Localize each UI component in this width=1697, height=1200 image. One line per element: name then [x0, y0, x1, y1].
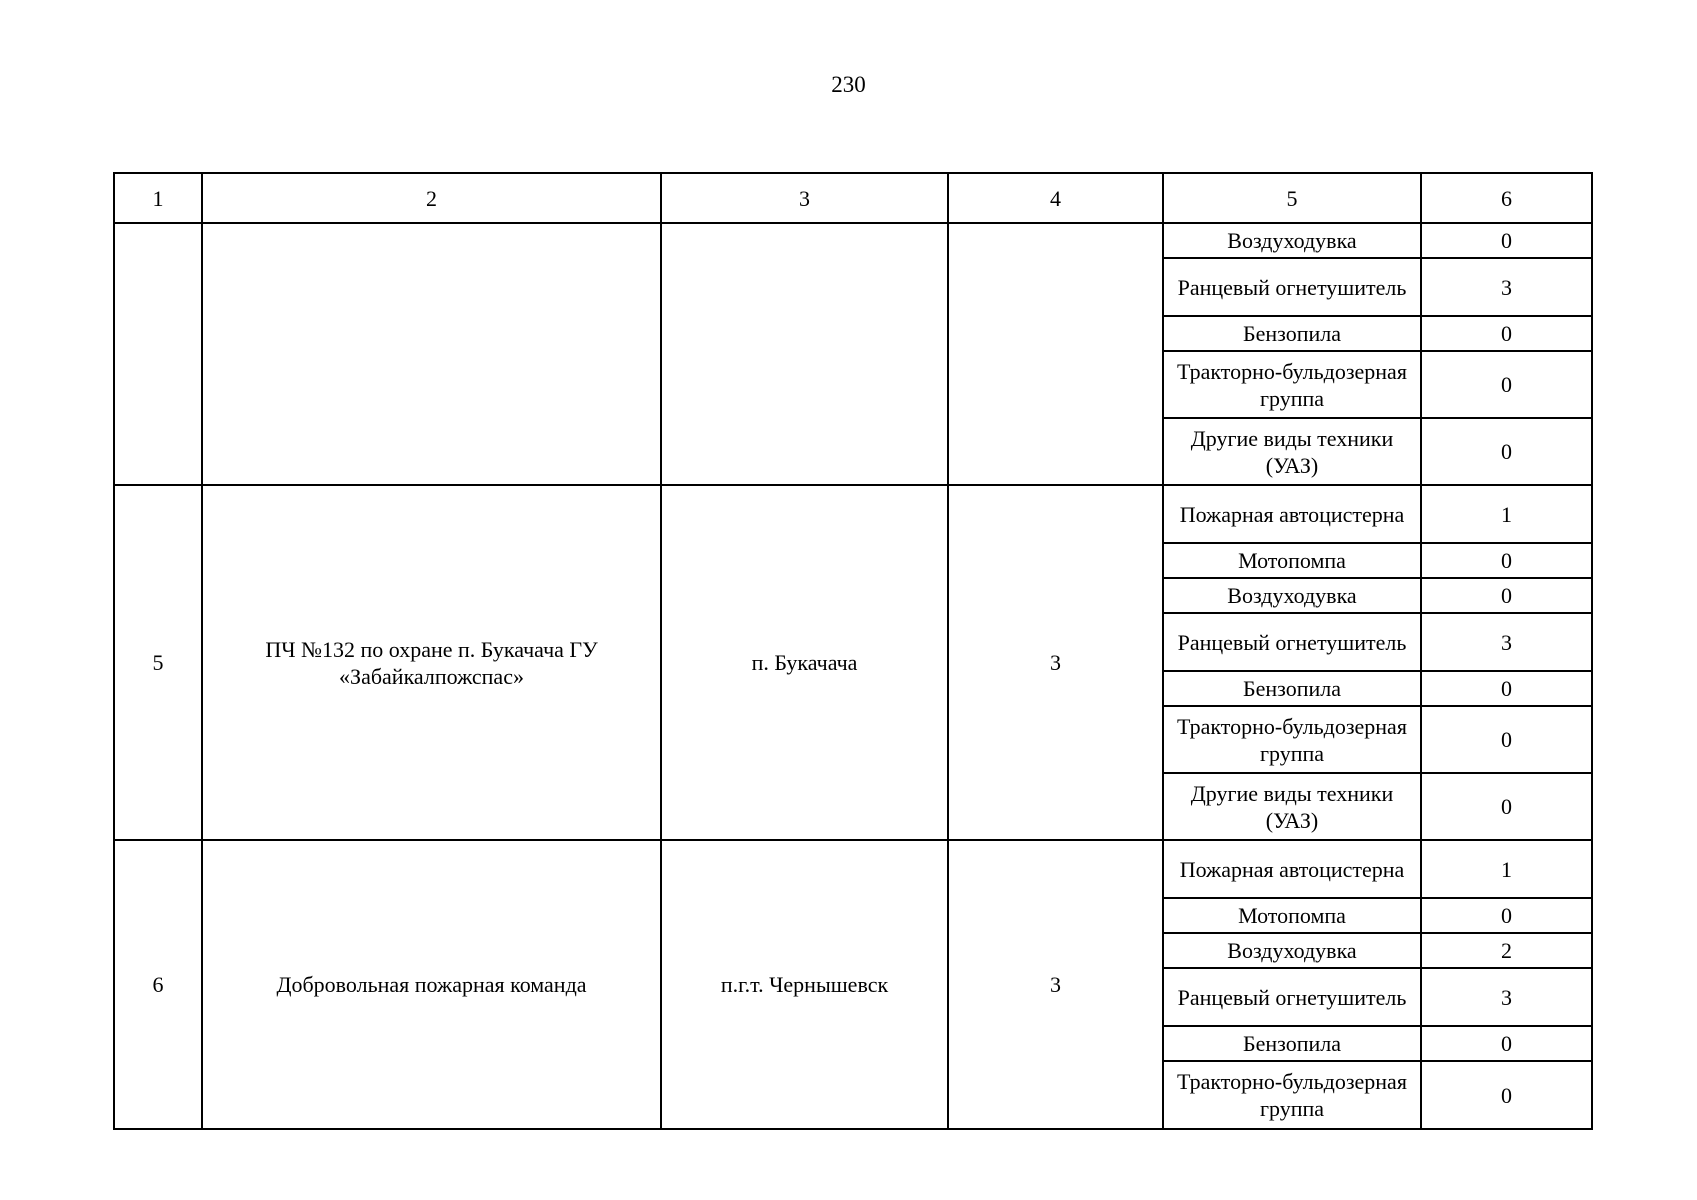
- header-cell-1: 1: [114, 173, 202, 223]
- equipment-label: Другие виды техники (УАЗ): [1163, 418, 1421, 485]
- equipment-value: 0: [1421, 351, 1592, 418]
- equipment-label: Воздуходувка: [1163, 578, 1421, 613]
- equipment-label: Ранцевый огнетушитель: [1163, 968, 1421, 1026]
- equipment-value: 3: [1421, 613, 1592, 671]
- equipment-label: Пожарная автоцистерна: [1163, 485, 1421, 543]
- row-number-cell: 5: [114, 485, 202, 840]
- location-cell: п. Букачача: [661, 485, 948, 840]
- equipment-value: 0: [1421, 671, 1592, 706]
- row-number-cell: 6: [114, 840, 202, 1129]
- equipment-value: 0: [1421, 316, 1592, 351]
- equipment-value: 0: [1421, 706, 1592, 773]
- table-row: [114, 485, 1592, 543]
- equipment-value: 2: [1421, 933, 1592, 968]
- location-cell: п.г.т. Чернышевск: [661, 840, 948, 1129]
- header-cell-3: 3: [661, 173, 948, 223]
- equipment-label: Ранцевый огнетушитель: [1163, 613, 1421, 671]
- equipment-value: 0: [1421, 1061, 1592, 1129]
- equipment-label: Мотопомпа: [1163, 898, 1421, 933]
- equipment-label: Тракторно-бульдозерная группа: [1163, 1061, 1421, 1129]
- location-cell: [661, 223, 948, 485]
- unit-name-cell: ПЧ №132 по охране п. Букачача ГУ «Забайкалпожспас»: [202, 485, 661, 840]
- equipment-label: Мотопомпа: [1163, 543, 1421, 578]
- equipment-label: Тракторно-бульдозерная группа: [1163, 706, 1421, 773]
- equipment-value: 0: [1421, 773, 1592, 840]
- equipment-value: 0: [1421, 578, 1592, 613]
- unit-name-cell: [202, 223, 661, 485]
- page-number: 230: [831, 72, 866, 97]
- header-cell-5: 5: [1163, 173, 1421, 223]
- equipment-value: 3: [1421, 258, 1592, 316]
- unit-name-cell: Добровольная пожарная команда: [202, 840, 661, 1129]
- equipment-value: 0: [1421, 543, 1592, 578]
- equipment-value: 3: [1421, 968, 1592, 1026]
- header-cell-6: 6: [1421, 173, 1592, 223]
- equipment-value: 0: [1421, 418, 1592, 485]
- equipment-label: Бензопила: [1163, 671, 1421, 706]
- count-cell: 3: [948, 485, 1163, 840]
- equipment-value: 1: [1421, 485, 1592, 543]
- header-cell-2: 2: [202, 173, 661, 223]
- equipment-label: Бензопила: [1163, 316, 1421, 351]
- equipment-value: 0: [1421, 223, 1592, 258]
- equipment-value: 0: [1421, 1026, 1592, 1061]
- equipment-value: 1: [1421, 840, 1592, 898]
- equipment-label: Пожарная автоцистерна: [1163, 840, 1421, 898]
- count-cell: [948, 223, 1163, 485]
- equipment-label: Другие виды техники (УАЗ): [1163, 773, 1421, 840]
- header-cell-4: 4: [948, 173, 1163, 223]
- count-cell: 3: [948, 840, 1163, 1129]
- header-row: [114, 173, 1592, 223]
- equipment-label: Воздуходувка: [1163, 223, 1421, 258]
- equipment-label: Воздуходувка: [1163, 933, 1421, 968]
- equipment-label: Ранцевый огнетушитель: [1163, 258, 1421, 316]
- row-number-cell: [114, 223, 202, 485]
- equipment-value: 0: [1421, 898, 1592, 933]
- equipment-label: Тракторно-бульдозерная группа: [1163, 351, 1421, 418]
- table-row: [114, 223, 1592, 258]
- table-row: [114, 840, 1592, 898]
- equipment-table: [113, 172, 1593, 1130]
- equipment-label: Бензопила: [1163, 1026, 1421, 1061]
